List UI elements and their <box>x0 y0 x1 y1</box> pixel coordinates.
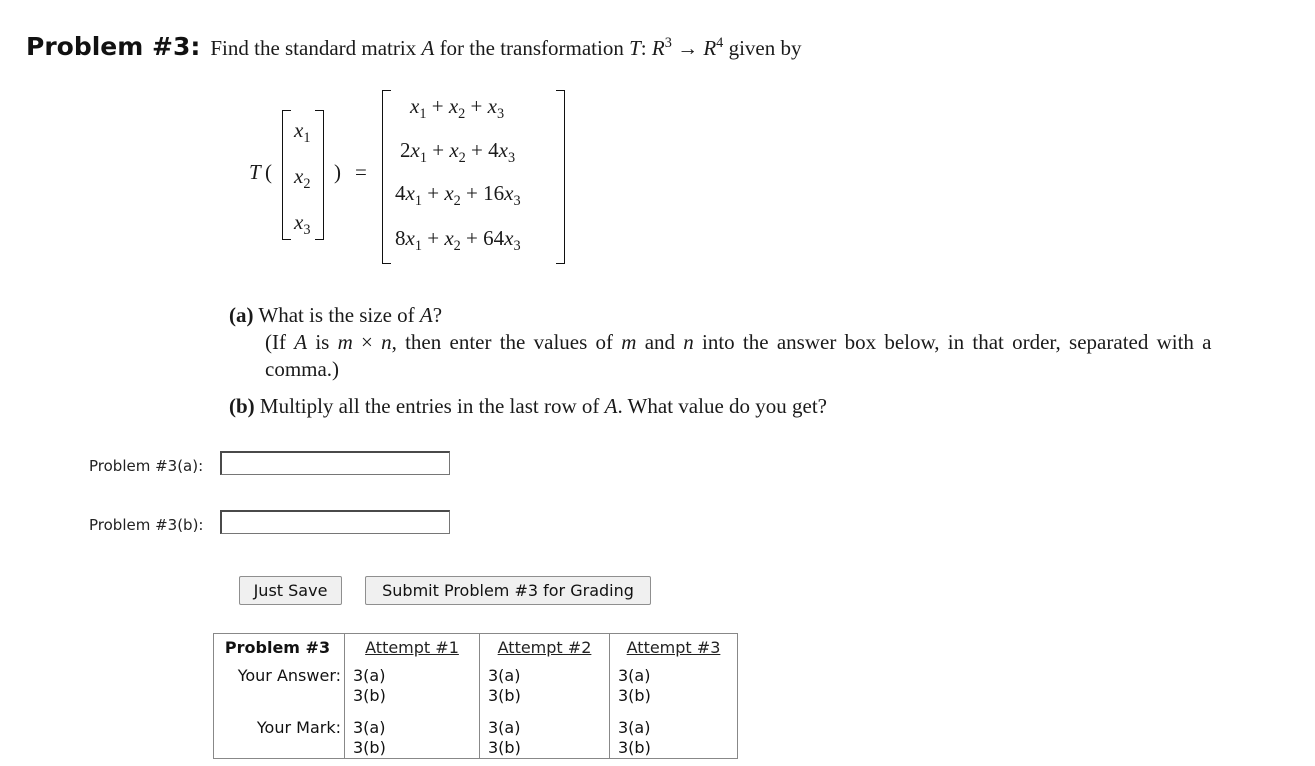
input-vector-left-bracket <box>282 110 291 240</box>
your-answer-row <box>214 662 738 714</box>
attempt-3-header <box>610 634 738 663</box>
just-save-button[interactable]: Just Save <box>239 576 342 605</box>
output-row-1: $x_1 + x_2 + x_3$ <box>410 94 505 122</box>
output-vector-right-bracket <box>556 90 565 264</box>
input-x3: $x_3$ <box>294 210 311 238</box>
attempt-2-header <box>480 634 610 663</box>
attempt-1-link[interactable]: Attempt #1 <box>365 638 459 657</box>
answer-b-label: Problem #3(b): <box>89 516 204 534</box>
attempts-header-row <box>214 634 738 663</box>
attempt-3-answer: 3(a) 3(b) <box>618 666 651 705</box>
input-x2: $x_2$ <box>294 164 311 192</box>
answer-b-input[interactable] <box>220 510 450 534</box>
attempt-3-link[interactable]: Attempt #3 <box>626 638 721 657</box>
submit-for-grading-button[interactable]: Submit Problem #3 for Grading <box>365 576 651 605</box>
your-mark-row <box>214 714 738 759</box>
part-a-question: (a) What is the size of A? <box>229 303 443 327</box>
output-row-3: $4x_1 + x_2 + 16x_3$ <box>395 181 521 209</box>
your-mark-label: Your Mark: <box>214 714 345 759</box>
output-vector-left-bracket <box>382 90 391 264</box>
part-a-hint: (If A is m × n, then enter the values of m and n into the answer box below, in that order, separated with a <box>265 330 1212 354</box>
input-vector-right-bracket <box>315 110 324 240</box>
output-row-4: $8x_1 + x_2 + 64x_3$ <box>395 226 521 254</box>
problem-heading <box>26 32 801 61</box>
eq-lparen: ( <box>265 160 272 184</box>
attempts-table <box>213 633 738 759</box>
problem-label: Problem #3: <box>26 32 201 61</box>
attempt-1-mark: 3(a) 3(b) <box>345 714 480 759</box>
answer-a-input[interactable] <box>220 451 450 475</box>
attempt-2-answer: 3(a) 3(b) <box>480 662 610 714</box>
eq-rparen: ) <box>334 160 341 184</box>
attempt-1-header <box>345 634 480 663</box>
attempt-3-mark: 3(a) 3(b) <box>618 718 651 757</box>
problem-statement: Find the standard matrix A for the transformation T: $R^3 \to R^4$ given by <box>210 35 802 60</box>
output-row-2: $2x_1 + x_2 + 4x_3$ <box>400 138 516 166</box>
part-b-question: (b) Multiply all the entries in the last row of A. What value do you get? <box>229 394 827 418</box>
part-a-hint-line2: comma.) <box>265 357 340 381</box>
attempt-2-link[interactable]: Attempt #2 <box>497 638 592 657</box>
eq-T: T <box>249 160 261 184</box>
eq-equals: = <box>355 160 367 184</box>
input-x1: $x_1$ <box>294 118 311 146</box>
attempts-problem-header: Problem #3 <box>214 634 345 663</box>
answer-a-label: Problem #3(a): <box>89 457 204 475</box>
attempt-1-answer: 3(a) 3(b) <box>345 662 480 714</box>
attempt-2-mark: 3(a) 3(b) <box>480 714 610 759</box>
your-answer-label: Your Answer: <box>214 662 345 714</box>
